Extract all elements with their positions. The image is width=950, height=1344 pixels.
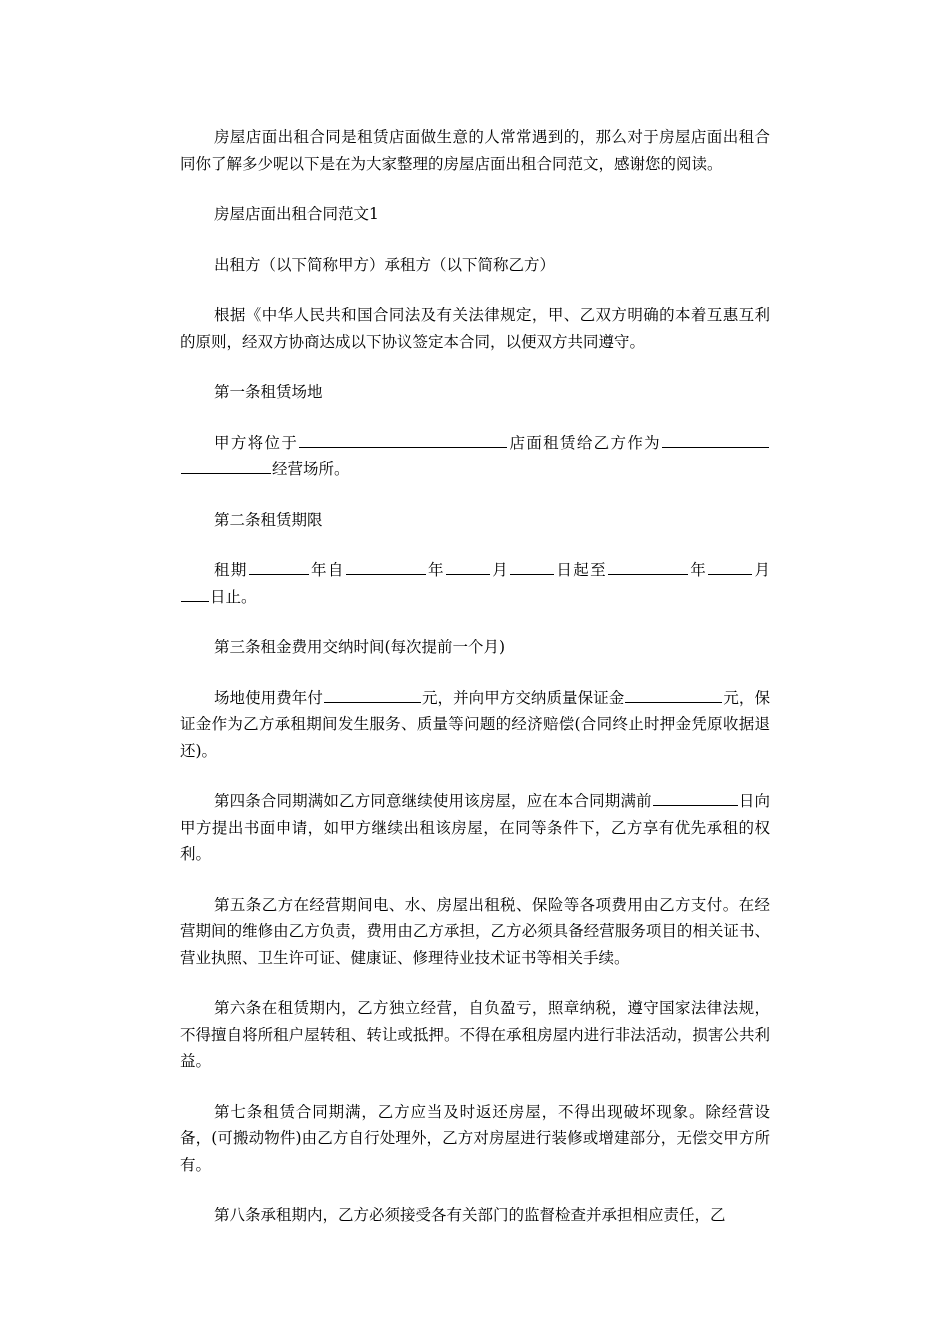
term-text-7: 月	[753, 561, 770, 579]
deposit-blank	[625, 685, 722, 703]
article6-paragraph: 第六条在租赁期内，乙方独立经营，自负盈亏，照章纳税，遵守国家法律法规，不得擅自将所租户屋转租、转让或抵押。不得在承租房屋内进行非法活动，损害公共利益。	[180, 999, 770, 1070]
term-text-1: 租期	[214, 561, 248, 579]
term-text-6: 年	[688, 561, 708, 579]
renewal-text-2: 日向甲方提出书面申请，如甲方继续出租该房屋，在同等条件下，乙方享有优先承租的权利。	[180, 792, 770, 863]
end-year-blank	[608, 557, 688, 575]
article3-heading: 第三条租金费用交纳时间(每次提前一个月)	[214, 638, 506, 656]
document-title: 房屋店面出租合同范文1	[214, 205, 379, 223]
term-years-blank	[249, 557, 309, 575]
purpose-blank-1	[662, 430, 769, 448]
fee-text-2: 元，并向甲方交纳质量保证金	[421, 688, 625, 707]
start-year-blank	[346, 557, 426, 575]
article8-paragraph: 第八条承租期内，乙方必须接受各有关部门的监督检查并承担相应责任，乙	[214, 1206, 726, 1224]
term-text-5: 日起至	[555, 561, 607, 579]
article2-paragraph	[180, 557, 770, 610]
article1-text-2: 店面租赁给乙方作为	[508, 433, 661, 452]
annual-fee-blank	[324, 685, 421, 703]
renewal-days-blank	[653, 788, 738, 806]
article3-paragraph	[180, 685, 770, 765]
article5-paragraph: 第五条乙方在经营期间电、水、房屋出租税、保险等各项费用由乙方支付。在经营期间的维修由乙方负责，费用由乙方承担，乙方必须具备经营服务项目的相关证书、营业执照、卫生许可证、健康证、修理待业技术证书等相关手续。	[180, 895, 770, 967]
location-blank	[299, 430, 507, 448]
term-text-2: 年自	[309, 561, 345, 579]
article7-paragraph: 第七条租赁合同期满，乙方应当及时返还房屋，不得出现破坏现象。除经营设备，(可搬动物件)由乙方自行处理外，乙方对房屋进行装修或增建部分，无偿交甲方所有。	[180, 1102, 770, 1174]
parties-line: 出租方（以下简称甲方）承租方（以下简称乙方）	[214, 255, 556, 274]
purpose-blank-2	[181, 456, 271, 474]
contract-document	[180, 124, 770, 1253]
fee-text-3: 元，保证金作为乙方承租期间发生服务、质量等问题的经济赔偿(合同终止时押金凭原收据退还)。	[180, 688, 770, 760]
article1-text-1: 甲方将位于	[214, 433, 299, 452]
article1-paragraph	[180, 430, 770, 483]
article4-paragraph	[180, 788, 770, 868]
preamble-paragraph: 根据《中华人民共和国合同法及有关法律规定，甲、乙双方明确的本着互惠互利的原则，经双方协商达成以下协议签定本合同，以便双方共同遵守。	[180, 306, 770, 351]
term-text-8: 日止。	[210, 587, 257, 606]
article2-heading: 第二条租赁期限	[214, 510, 323, 529]
end-month-blank	[708, 557, 752, 575]
end-day-blank	[181, 584, 209, 602]
term-text-3: 年	[426, 561, 445, 579]
article1-heading: 第一条租赁场地	[214, 383, 323, 401]
intro-paragraph: 房屋店面出租合同是租赁店面做生意的人常常遇到的，那么对于房屋店面出租合同你了解多少呢以下是在为大家整理的房屋店面出租合同范文，感谢您的阅读。	[180, 128, 770, 173]
fee-text-1: 场地使用费年付	[214, 688, 323, 707]
renewal-text-1: 第四条合同期满如乙方同意继续使用该房屋，应在本合同期满前	[214, 792, 652, 810]
article1-text-3: 经营场所。	[272, 460, 350, 478]
start-month-blank	[446, 557, 490, 575]
term-text-4: 月	[490, 561, 510, 579]
start-day-blank	[510, 557, 554, 575]
